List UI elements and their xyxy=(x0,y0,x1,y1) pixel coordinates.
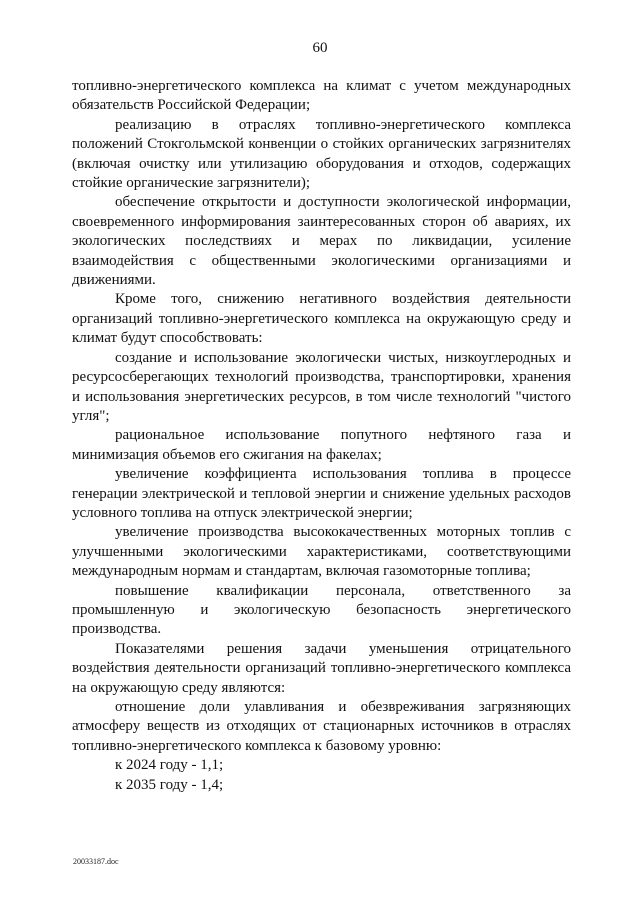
paragraph: обеспечение открытости и доступности экологической информации, своевременного информирования заинтересованных сторон об авариях, их экологических последствиях и мерах по ликвидации, усиление взаимодействия с общественными экологическими организациями и движениями. xyxy=(72,194,571,289)
document-body xyxy=(72,77,571,795)
list-item: к 2035 году - 1,4; xyxy=(115,776,224,793)
paragraph: рациональное использование попутного нефтяного газа и минимизация объемов его сжигания на факелах; xyxy=(72,427,571,463)
paragraph: реализацию в отраслях топливно-энергетического комплекса положений Стокгольмской конвенции о стойких органических загрязнителях (включая очистку или утилизацию оборудования и отходов, содержащих стойкие органические загрязнители); xyxy=(72,116,571,192)
paragraph: создание и использование экологически чистых, низкоуглеродных и ресурсосберегающих технологий производства, транспортировки, хранения и использования энергетических ресурсов, в том числе технологий "чистого угля"; xyxy=(72,349,571,424)
paragraph: топливно-энергетического комплекса на климат с учетом международных обязательств Российской Федерации; xyxy=(72,78,571,114)
page-number: 60 xyxy=(312,40,328,56)
list-item: к 2024 году - 1,1; xyxy=(115,757,224,774)
paragraph: увеличение коэффициента использования топлива в процессе генерации электрической и тепловой энергии и снижение удельных расходов условного топлива на отпуск электрической энергии; xyxy=(72,466,571,521)
document-footer: 20033187.doc xyxy=(73,857,119,866)
paragraph: повышение квалификации персонала, ответственного за промышленную и экологическую безопасность энергетического производства. xyxy=(72,582,571,638)
paragraph: отношение доли улавливания и обезвреживания загрязняющих атмосферу веществ из отходящих от стационарных источников в отраслях топливно-энергетического комплекса к базовому уровню: xyxy=(72,699,571,754)
paragraph: Кроме того, снижению негативного воздействия деятельности организаций топливно-энергетического комплекса на окружающую среду и климат будут способствовать: xyxy=(72,291,571,347)
paragraph: увеличение производства высококачественных моторных топлив с улучшенными экологическими характеристиками, соответствующими международным нормам и стандартам, включая газомоторные топлива; xyxy=(72,524,571,580)
paragraph: Показателями решения задачи уменьшения отрицательного воздействия деятельности организаций топливно-энергетического комплекса на окружающую среду являются: xyxy=(72,640,571,696)
